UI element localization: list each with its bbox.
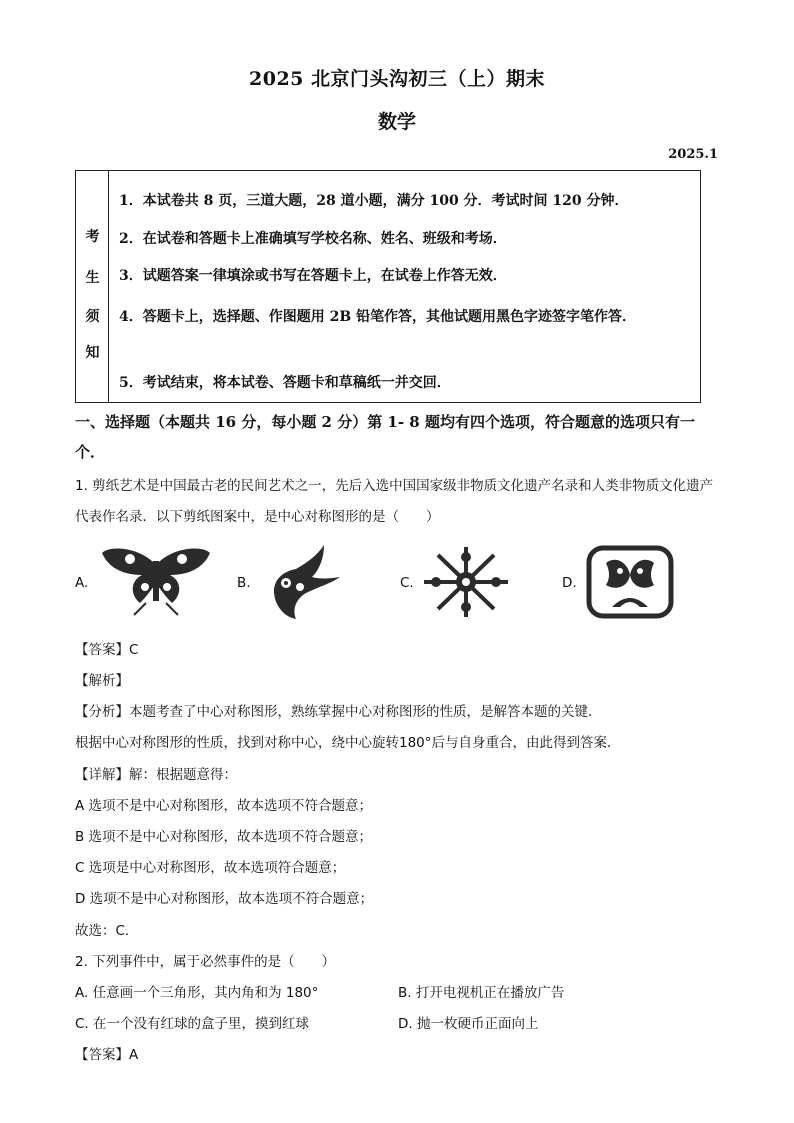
question-2-option-d: D. 抛一枚硬币正面向上 — [398, 1016, 539, 1032]
notice-item: 3．试题答案一律填涂或书写在答题卡上，在试卷上作答无效． — [119, 268, 507, 284]
notice-item: 4．答题卡上，选择题、作图题用 2B 铅笔作答，其他试题用黑色字迹签字笔作答． — [119, 309, 637, 325]
page-title: 2025 北京门头沟初三（上）期末 — [249, 68, 545, 90]
notice-item: 2．在试卷和答题卡上准确填写学校名称、姓名、班级和考场． — [119, 231, 507, 247]
option-a-label: A. — [75, 575, 89, 591]
question-1-analysis-tag: 【解析】 — [75, 673, 129, 689]
question-1-answer: 【答案】C — [75, 642, 139, 658]
notice-label-char: 知 — [85, 345, 100, 361]
notice-label-char: 须 — [85, 309, 100, 325]
question-2-option-b: B. 打开电视机正在播放广告 — [398, 985, 565, 1001]
question-2-option-c: C. 在一个没有红球的盒子里，摸到红球 — [75, 1016, 310, 1032]
question-1-analysis: 【分析】本题考查了中心对称图形，熟练掌握中心对称图形的性质，是解答本题的关键． — [75, 704, 602, 720]
butterfly-papercut-icon — [100, 545, 212, 617]
option-b-label: B. — [237, 575, 251, 591]
question-1-line: D 选项不是中心对称图形，故本选项不符合题意； — [75, 891, 374, 907]
question-1-line: B 选项不是中心对称图形，故本选项不符合题意； — [75, 829, 373, 845]
question-1-detail: 【详解】解：根据题意得： — [75, 767, 237, 783]
subject-title: 数学 — [377, 111, 416, 133]
notice-box — [75, 170, 701, 403]
question-2-stem: 2. 下列事件中，属于必然事件的是（ ） — [75, 954, 336, 970]
question-1-line: C 选项是中心对称图形，故本选项符合题意； — [75, 860, 346, 876]
question-2-option-a: A. 任意画一个三角形，其内角和为 180° — [75, 985, 319, 1001]
option-c-label: C. — [400, 575, 414, 591]
question-1-conclusion: 故选：C． — [75, 923, 139, 939]
question-1-line: A 选项不是中心对称图形，故本选项不符合题意； — [75, 798, 373, 814]
fish-papercut-icon — [586, 545, 674, 619]
notice-item: 5．考试结束，将本试卷、答题卡和草稿纸一并交回． — [119, 375, 451, 391]
question-2-answer: 【答案】A — [75, 1047, 139, 1063]
question-1-stem: 1. 剪纸艺术是中国最古老的民间艺术之一，先后入选中国国家级非物质文化遗产名录和人类非物质文化遗产代表作名录．以下剪纸图案中，是中心对称图形的是（ ） — [75, 478, 714, 525]
option-d-label: D. — [562, 575, 577, 591]
swallow-papercut-icon — [266, 543, 342, 623]
question-1-analysis-2: 根据中心对称图形的性质，找到对称中心，绕中心旋转180°后与自身重合，由此得到答案． — [75, 735, 621, 751]
section-heading: 一、选择题（本题共 16 分，每小题 2 分）第 1- 8 题均有四个选项，符合题意的选项只有一个． — [75, 413, 695, 461]
notice-label-char: 考 — [85, 229, 100, 245]
snowflake-papercut-icon — [422, 545, 510, 619]
notice-label-char: 生 — [85, 270, 100, 286]
notice-item: 1．本试卷共 8 页，三道大题，28 道小题，满分 100 分．考试时间 120 分钟． — [119, 193, 629, 209]
exam-date: 2025.1 — [668, 147, 718, 162]
notice-label — [76, 171, 109, 402]
